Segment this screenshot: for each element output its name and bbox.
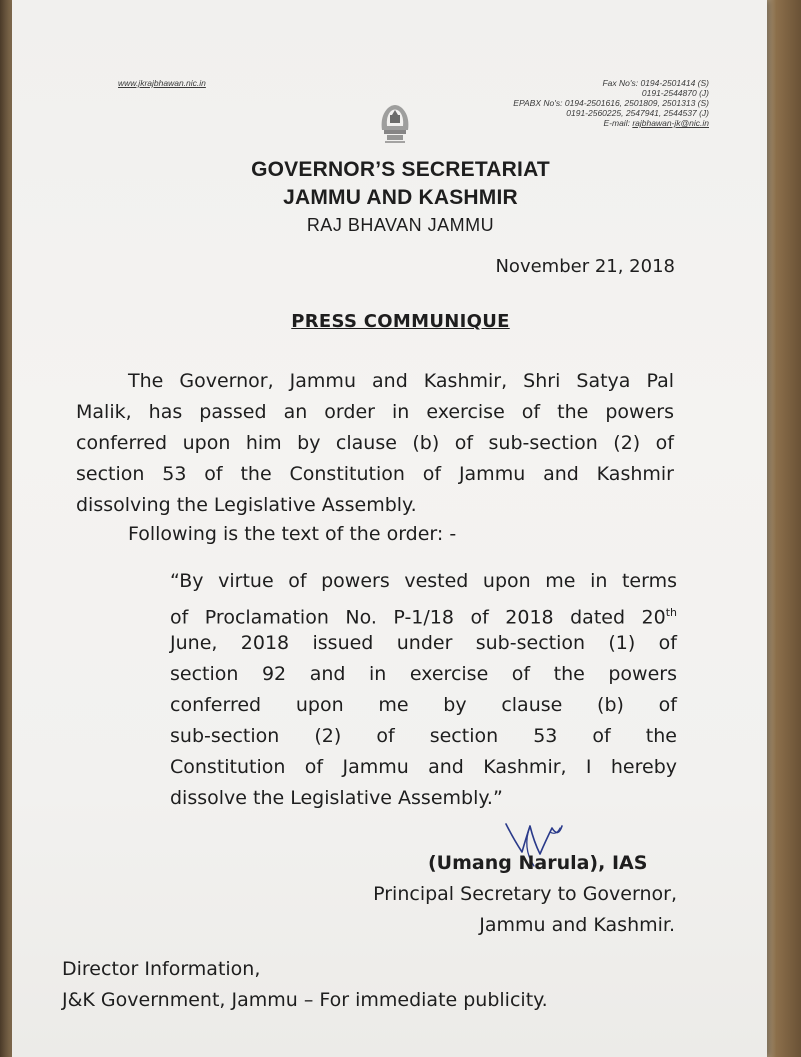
- letterhead-office: RAJ BHAVAN JAMMU: [306, 215, 495, 235]
- following-text: Following is the text of the order: -: [128, 523, 457, 545]
- contact-line: Fax No's: 0194-2501414 (S): [602, 78, 709, 88]
- paragraph-line: The Governor, Jammu and Kashmir, Shri Satya Pal: [128, 370, 674, 392]
- distribution-line: Director Information,: [62, 958, 261, 980]
- contact-line: 0191-2560225, 2547941, 2544537 (J): [566, 108, 709, 118]
- signatory-title: Principal Secretary to Governor,: [373, 883, 677, 905]
- paragraph-line: dissolving the Legislative Assembly.: [76, 494, 417, 516]
- email-label: E-mail:: [603, 118, 630, 128]
- email-link[interactable]: rajbhawan-jk@nic.in: [632, 118, 709, 128]
- quote-line: dissolve the Legislative Assembly.”: [170, 787, 503, 809]
- quote-line: [170, 597, 677, 628]
- distribution-line: J&K Government, Jammu – For immediate publicity.: [62, 989, 548, 1011]
- contact-line: 0191-2544870 (J): [641, 88, 709, 98]
- contact-block: [513, 78, 709, 128]
- quote-line: Constitution of Jammu and Kashmir, I hereby: [170, 756, 677, 778]
- website-link[interactable]: www.jkrajbhawan.nic.in: [118, 78, 206, 88]
- quote-line: “By virtue of powers vested upon me in terms: [170, 570, 677, 592]
- superscript: th: [665, 606, 677, 619]
- email-line: [513, 118, 709, 128]
- letterhead-state: JAMMU AND KASHMIR: [283, 186, 518, 209]
- quote-line: section 92 and in exercise of the powers: [170, 663, 677, 685]
- quote-line: sub-section (2) of section 53 of the: [170, 725, 677, 747]
- quote-line: conferred upon me by clause (b) of: [170, 694, 677, 716]
- contact-line: EPABX No's: 0194-2501616, 2501809, 2501313 (S): [513, 98, 709, 108]
- state-emblem-icon: [378, 100, 412, 144]
- paragraph-line: conferred upon him by clause (b) of sub-section (2) of: [76, 432, 674, 454]
- quote-line: June, 2018 issued under sub-section (1) of: [170, 632, 677, 654]
- paragraph-line: section 53 of the Constitution of Jammu and Kashmir: [76, 463, 674, 485]
- document-heading: PRESS COMMUNIQUE: [291, 311, 510, 332]
- quote-line-text: of Proclamation No. P-1/18 of 2018 dated 20: [170, 606, 666, 629]
- paragraph-line: Malik, has passed an order in exercise of the powers: [76, 401, 674, 423]
- order-quote: [170, 566, 677, 814]
- signatory-place: Jammu and Kashmir.: [479, 914, 675, 936]
- signatory-name: (Umang Narula), IAS: [428, 852, 648, 874]
- body-paragraph: [76, 366, 674, 521]
- document-date: November 21, 2018: [495, 256, 675, 277]
- letterhead-title: GOVERNOR’S SECRETARIAT: [251, 158, 550, 181]
